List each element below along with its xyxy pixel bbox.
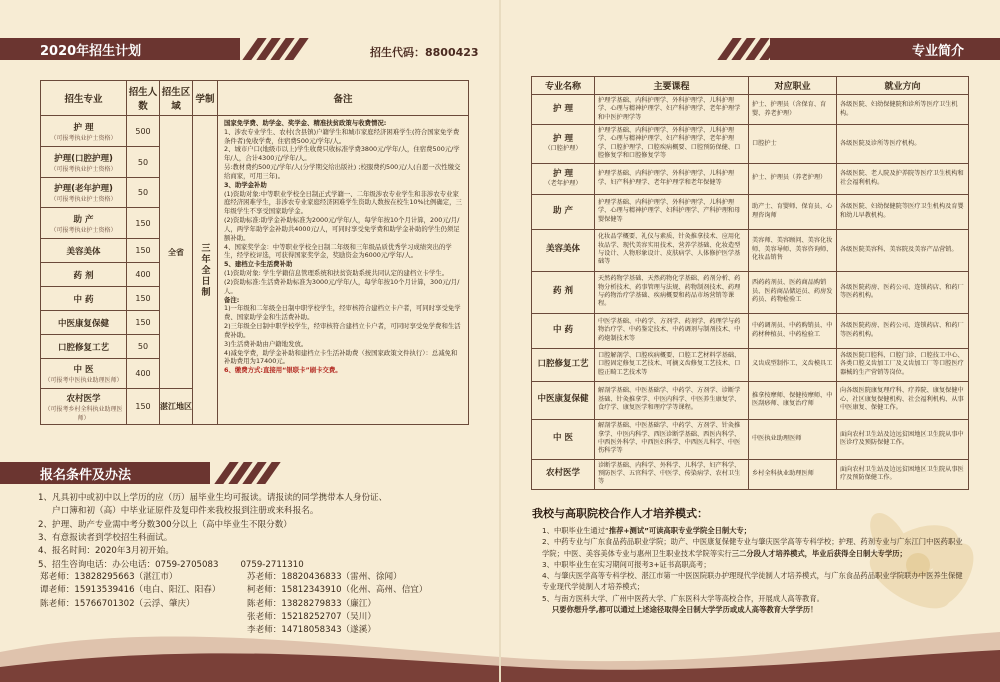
major-direction: 各级医院药房、医药公司、连锁药店、和药厂等医药机构。 bbox=[837, 313, 969, 348]
major-jobs: 助产士、育婴师、保育员、心理咨询师 bbox=[749, 194, 837, 229]
plan-count: 50 bbox=[127, 335, 160, 359]
policy-note-line: 6、缴费方式:直接用“银联卡”刷卡交费。 bbox=[224, 366, 342, 375]
major-direction: 各级医院药房、医药公司、连锁药店、和药厂等医药机构。 bbox=[837, 271, 969, 313]
major-row bbox=[532, 271, 969, 313]
reg-conditions bbox=[38, 492, 483, 572]
policy-note-line: 4、国家奖学金：中等职业学校全日制二年级和三年级品质优秀学习成绩突出的学生，经学校评选，可获得国家奖学金，奖励资金为6000元/学年/人。 bbox=[224, 242, 452, 260]
reg-item: 2、护理、助产专业需中考分数300分以上（高中毕业生不限分数） bbox=[38, 519, 292, 530]
major-name: 护 理 （老年护理） bbox=[532, 163, 595, 194]
major-courses: 护理学基础、内科护理学、外科护理学、儿科护理学、心理与精神护理学、妇产科护理学、老年护理学和中医护理学等 bbox=[595, 95, 749, 125]
major-name: 中 医 bbox=[532, 419, 595, 459]
major-direction: 各级医院美容科、美容院及美容产品营销。 bbox=[837, 229, 969, 271]
major-direction: 面向农村卫生站及边远贫困地区卫生院从事中医诊疗及预防保健工作。 bbox=[837, 419, 969, 459]
phone-2: 0759-2711310 bbox=[240, 559, 304, 570]
plan-count: 150 bbox=[127, 239, 160, 263]
intro-header-stripes bbox=[725, 38, 776, 60]
major-row bbox=[532, 125, 969, 163]
major-jobs: 义齿成型制作工、义齿模具工 bbox=[749, 348, 837, 381]
plan-header-stripes bbox=[250, 38, 301, 60]
major-row bbox=[532, 229, 969, 271]
header-count: 招生人数 bbox=[127, 81, 160, 116]
major-direction: 各级医院及诊所等医疗机构。 bbox=[837, 125, 969, 163]
plan-row: 中医康复保健 bbox=[41, 311, 127, 335]
major-jobs: 护士、护理员（含保育、育婴、养老护理） bbox=[749, 95, 837, 125]
contact: 张老师：15218252707（吴川） bbox=[247, 611, 376, 622]
policy-note-line: (1)资助对象:中等职业学校全日制正式学籍一、二年级涉农专业学生和非涉农专业家庭经济困难学生，非涉农专业家庭经济困难学生资助人数按在校生10%比例确定，三年级学生不享受国家助学金。 bbox=[224, 189, 462, 216]
contact: 柯老师：15812343910（化州、高州、信宜） bbox=[247, 585, 428, 596]
major-row bbox=[532, 313, 969, 348]
coop-item-4: 4、与肇庆医学高等专科学校、湛江市第一中医医院联办护理现代学徒制人才培养模式，与广东食品药品职业学院联办中医养生保健专业现代学徒制人才培养模式； bbox=[542, 571, 963, 592]
reg-header-stripes bbox=[222, 462, 273, 484]
header-jobs: 对应职业 bbox=[749, 77, 837, 95]
major-courses: 护理学基础、内科护理学、外科护理学、儿科护理学、心理与精神护理学、妇科护理学、产科护理和母婴保健等 bbox=[595, 194, 749, 229]
major-courses: 天然药物学基础、天然药物化学基础、药剂分析、药物分析技术、药事管理与法规、药物制剂技术、药理与药物治疗学基础、疾病概要和药品市场营销等课程。 bbox=[595, 271, 749, 313]
major-jobs: 护士、护理员（养老护理） bbox=[749, 163, 837, 194]
policy-note-line: 2)三年级全日制中职学校学生，经审核符合建档立卡户者，可同时享受免学费和生活费补助。 bbox=[224, 322, 461, 339]
policy-note-line: 国家免学费、助学金、奖学金、精准扶贫政策与收费情况: bbox=[224, 119, 387, 127]
major-name: 中 药 bbox=[532, 313, 595, 348]
reg-title: 报名条件及办法 bbox=[40, 467, 132, 483]
major-jobs: 中医执业助理医师 bbox=[749, 419, 837, 459]
reg-item: 3、有意报读者到学校招生科面试。 bbox=[38, 532, 173, 543]
major-courses: 中医学基础、中药学、方剂学、药剂学、药理学与药物治疗学、中药鉴定技术、中药调剂与制剂技术、中药炮制技术等 bbox=[595, 313, 749, 348]
plan-title: 2020年招生计划 bbox=[40, 43, 142, 59]
header-major: 招生专业 bbox=[41, 81, 127, 116]
policy-notes bbox=[218, 116, 469, 425]
major-courses: 诊断学基础、内科学、外科学、儿科学、妇产科学、预防医学、五官科学、中医学、传染病学、农村卫生等 bbox=[595, 459, 749, 489]
major-name: 护 理 bbox=[532, 95, 595, 125]
contact: 陈老师：15766701302（云浮、肇庆） bbox=[40, 598, 195, 609]
major-courses: 口腔解剖学、口腔疾病概要、口腔工艺材料学基础、口腔固定修复工艺技术、可摘义齿修复工艺技术、口腔正畸工艺技术等 bbox=[595, 348, 749, 381]
header-courses: 主要课程 bbox=[595, 77, 749, 95]
policy-note-line: 3、助学金补助 bbox=[224, 180, 267, 189]
major-jobs: 中药调剂员、中药购销员、中药材种植员、中药检验工 bbox=[749, 313, 837, 348]
major-jobs: 美容师、美容顾问、美容化妆师、美容导师、美容咨询师、化妆品销售 bbox=[749, 229, 837, 271]
major-jobs: 口腔护士 bbox=[749, 125, 837, 163]
reg-item bbox=[38, 559, 483, 572]
major-name: 助 产 bbox=[532, 194, 595, 229]
major-name: 农村医学 bbox=[532, 459, 595, 489]
major-name: 口腔修复工艺 bbox=[532, 348, 595, 381]
majors-table bbox=[531, 76, 969, 490]
plan-row: 助 产 （可报考执业护士资格） bbox=[41, 208, 127, 239]
contact: 苏老师：18820436833（雷州、徐闻） bbox=[247, 572, 402, 582]
plan-count: 150 bbox=[127, 389, 160, 425]
major-direction: 向各级医院康复理疗科、疗养院、康复保健中心、社区康复保健机构、社会福利机构、从事中医康复、保健工作。 bbox=[837, 381, 969, 419]
major-courses: 护理学基础、内科护理学、外科护理学、儿科护理学、心理与精神护理学、妇产科护理学、老年护理学、口腔护理学、口腔疾病概要、口腔预防保健、口腔修复学和口腔修复学等 bbox=[595, 125, 749, 163]
coop-item-2: 2、中药专业与广东食品药品职业学院；助产、中医康复保健专业与肇庆医学高等专科学校；护理、药剂专业与广东江门中医药职业学院；中医、美容美体专业与惠州卫生职业技术学院等实行三二分段人才培养模式，毕业后获得全日制大专学历； bbox=[542, 537, 963, 558]
policy-note-line: (1)资助对象: 学生学籍信息管理系统和扶贫资助系统共同认定的建档立卡学生。 bbox=[224, 269, 449, 278]
policy-note-line: 另:教材费约500元/学年/人(分学期交给出版社) ;校服费约500元/人(自愿一次性缴交给商家，可用三年)。 bbox=[224, 163, 461, 180]
plan-count: 150 bbox=[127, 287, 160, 311]
major-row bbox=[532, 381, 969, 419]
major-direction: 各级医院、老人院及护养院等医疗卫生机构和社会福利机构。 bbox=[837, 163, 969, 194]
plan-header-bar bbox=[0, 38, 240, 60]
major-courses: 化妆品学概要、礼仪与素质、针灸推拿技术、应用化妆品学、现代美容实用技术、营养学基础、化妆造型与设计、人物形象设计、皮肤病学、人体修护医学基础等 bbox=[595, 229, 749, 271]
header-major-name: 专业名称 bbox=[532, 77, 595, 95]
major-jobs: 推拿按摩师、保健按摩师、中医刮痧师、康复治疗师 bbox=[749, 381, 837, 419]
reg-header-bar bbox=[0, 462, 210, 484]
plan-row: 药 剂 bbox=[41, 263, 127, 287]
contact: 郑老师：13828295663（湛江市） bbox=[40, 572, 178, 582]
region-all: 全省 bbox=[160, 116, 193, 389]
header-direction: 就业方向 bbox=[837, 77, 969, 95]
coop-item-1: 1、中职毕业生通过“推荐+测试”可读高职专业学院全日制大专； bbox=[542, 526, 752, 535]
coop-summary: 只要你想升学,都可以通过上述途径取得全日制大学学历或成人高等教育大学学历！ bbox=[552, 605, 818, 615]
enrollment-code: 招生代码：8800423 bbox=[370, 46, 479, 59]
intro-title: 专业简介 bbox=[911, 43, 964, 59]
plan-row: 口腔修复工艺 bbox=[41, 335, 127, 359]
header-notes: 备注 bbox=[218, 81, 469, 116]
major-row bbox=[532, 348, 969, 381]
contact: 陈老师：13828279833（廉江） bbox=[247, 598, 376, 609]
major-name: 护 理 （口腔护理） bbox=[532, 125, 595, 163]
policy-note-line: 备注: bbox=[224, 295, 240, 304]
major-jobs: 西药药剂员、医药商品购销员、医药商品储运员、药房发药员、药物检验工 bbox=[749, 271, 837, 313]
major-courses: 解剖学基础、中医基础学、中药学、方剂学、诊断学基础、针灸推拿学、中医内科学、中医养生康复学、食疗学、康复医学和理疗学等课程。 bbox=[595, 381, 749, 419]
region-zhanjiang: 湛江地区 bbox=[160, 389, 193, 425]
plan-count: 50 bbox=[127, 178, 160, 208]
major-row bbox=[532, 459, 969, 489]
plan-count: 400 bbox=[127, 263, 160, 287]
policy-note-line: 3)生活费补助由户籍地发放。 bbox=[224, 339, 308, 348]
policy-note-line: (2)资助标准:助学金补助标准为2000元/学年/人，每学年按10个月计算，200元/月/人，两学年助学金补助共4000元/人，可同时享受免学费和助学金补助的学生仍须足额补助。 bbox=[224, 216, 460, 242]
major-name: 中医康复保健 bbox=[532, 381, 595, 419]
contact: 谭老师：15913539416（电白、阳江、阳春） bbox=[40, 585, 221, 596]
cooperation-section bbox=[528, 505, 968, 615]
coop-item-3: 3、中职毕业生在实习期间可报考3+证书高职高考； bbox=[542, 559, 711, 569]
policy-note-line: 1)一年级和二年级全日制中职学校学生，经审核符合建档立卡户者，可同时享受免学费、国家助学金和生活费补助。 bbox=[224, 304, 461, 322]
plan-count: 150 bbox=[127, 311, 160, 335]
major-row bbox=[532, 95, 969, 125]
major-row bbox=[532, 419, 969, 459]
major-courses: 解剖学基础、中医基础学、中药学、方剂学、针灸推拿学、中医内科学、西医诊断学基础、西医内科学、中西医外科学、中西医妇科学、中西医儿科学、中医伤科学等 bbox=[595, 419, 749, 459]
major-courses: 护理学基础、内科护理学、外科护理学、儿科护理学、妇产科护理学、老年护理学和老年保健等 bbox=[595, 163, 749, 194]
plan-count: 50 bbox=[127, 147, 160, 178]
major-jobs: 乡村全科执业助理医师 bbox=[749, 459, 837, 489]
plan-row: 中 医 （可报考中医执业助理医师） bbox=[41, 359, 127, 389]
reg-item: 1、凡具初中或初中以上学历的应（历）届毕业生均可报读。请报读的同学携带本人身份证、 bbox=[38, 493, 388, 503]
header-duration: 学制 bbox=[193, 81, 218, 116]
major-direction: 各级医院、妇幼保健院等医疗卫生机构及育婴和幼儿早教机构。 bbox=[837, 194, 969, 229]
coop-item-5: 5、与南方医科大学、广州中医药大学、广东医科大学等高校合作，开展成人高等教育。 bbox=[542, 593, 824, 603]
policy-note-line: 5、建档立卡生活费补助 bbox=[224, 260, 293, 269]
major-direction: 各级医院、妇幼保健院和诊所等医疗卫生机构。 bbox=[837, 95, 969, 125]
plan-row: 护理(口腔护理) （可报考执业护士资格） bbox=[41, 147, 127, 178]
plan-count: 400 bbox=[127, 359, 160, 389]
major-name: 药 剂 bbox=[532, 271, 595, 313]
coop-title: 我校与高职院校合作人才培养模式： bbox=[532, 507, 708, 520]
major-name: 美容美体 bbox=[532, 229, 595, 271]
major-row bbox=[532, 194, 969, 229]
major-direction: 面向农村卫生站及边远贫困地区卫生院从事医疗及预防保健工作。 bbox=[837, 459, 969, 489]
plan-count: 150 bbox=[127, 208, 160, 239]
reg-item: 户口簿和初（高）中毕业证原件及复印件来我校报到注册或来科报名。 bbox=[52, 506, 319, 517]
policy-note-line: 1、涉农专业学生、农村(含县镇)户籍学生和城市家庭经济困难学生(符合国家免学费条件者)免收学费，住宿费500元/学年/人。 bbox=[224, 127, 460, 145]
page-fold bbox=[499, 0, 501, 682]
policy-note-line: 2、城市户口(地级市以上)学生收费只收标准学费3800元/学年/人，住宿费500元/学年/人，合计4300元/学年/人。 bbox=[224, 145, 460, 163]
plan-row: 护 理 （可报考执业护士资格） bbox=[41, 116, 127, 147]
plan-table bbox=[40, 80, 469, 425]
duration-cell: 三年全日制 bbox=[193, 116, 218, 425]
policy-note-line: 4)减免学费，助学金补助和建档立卡生活补助费（按国家政策文件执行）：总减免和补助费用为17400元。 bbox=[224, 348, 458, 366]
plan-count: 500 bbox=[127, 116, 160, 147]
contacts-left bbox=[40, 571, 220, 611]
major-row bbox=[532, 163, 969, 194]
phone-label: 5、招生咨询电话：办公电话：0759-2705083 bbox=[38, 559, 219, 570]
reg-item: 4、报名时间：2020年3月初开始。 bbox=[38, 546, 174, 557]
major-direction: 各级医院口腔科、口腔门诊、口腔技工中心、各类口腔义齿加工厂及义齿加工厂等口腔医疗器械的生产营销等岗位。 bbox=[837, 348, 969, 381]
plan-row: 中 药 bbox=[41, 287, 127, 311]
plan-row: 农村医学 （可报考乡村全科执业助理医师） bbox=[41, 389, 127, 425]
plan-row: 护理(老年护理) （可报考执业护士资格） bbox=[41, 178, 127, 208]
contact: 李老师：14718058343（遂溪） bbox=[247, 625, 376, 636]
policy-note-line: (2)资助标准:生活费补助标准为3000元/学年/人，每学年按10个月计算，300元/月/人。 bbox=[224, 277, 460, 295]
header-region: 招生区域 bbox=[160, 81, 193, 116]
plan-row: 美容美体 bbox=[41, 239, 127, 263]
intro-header-bar bbox=[770, 38, 1000, 60]
